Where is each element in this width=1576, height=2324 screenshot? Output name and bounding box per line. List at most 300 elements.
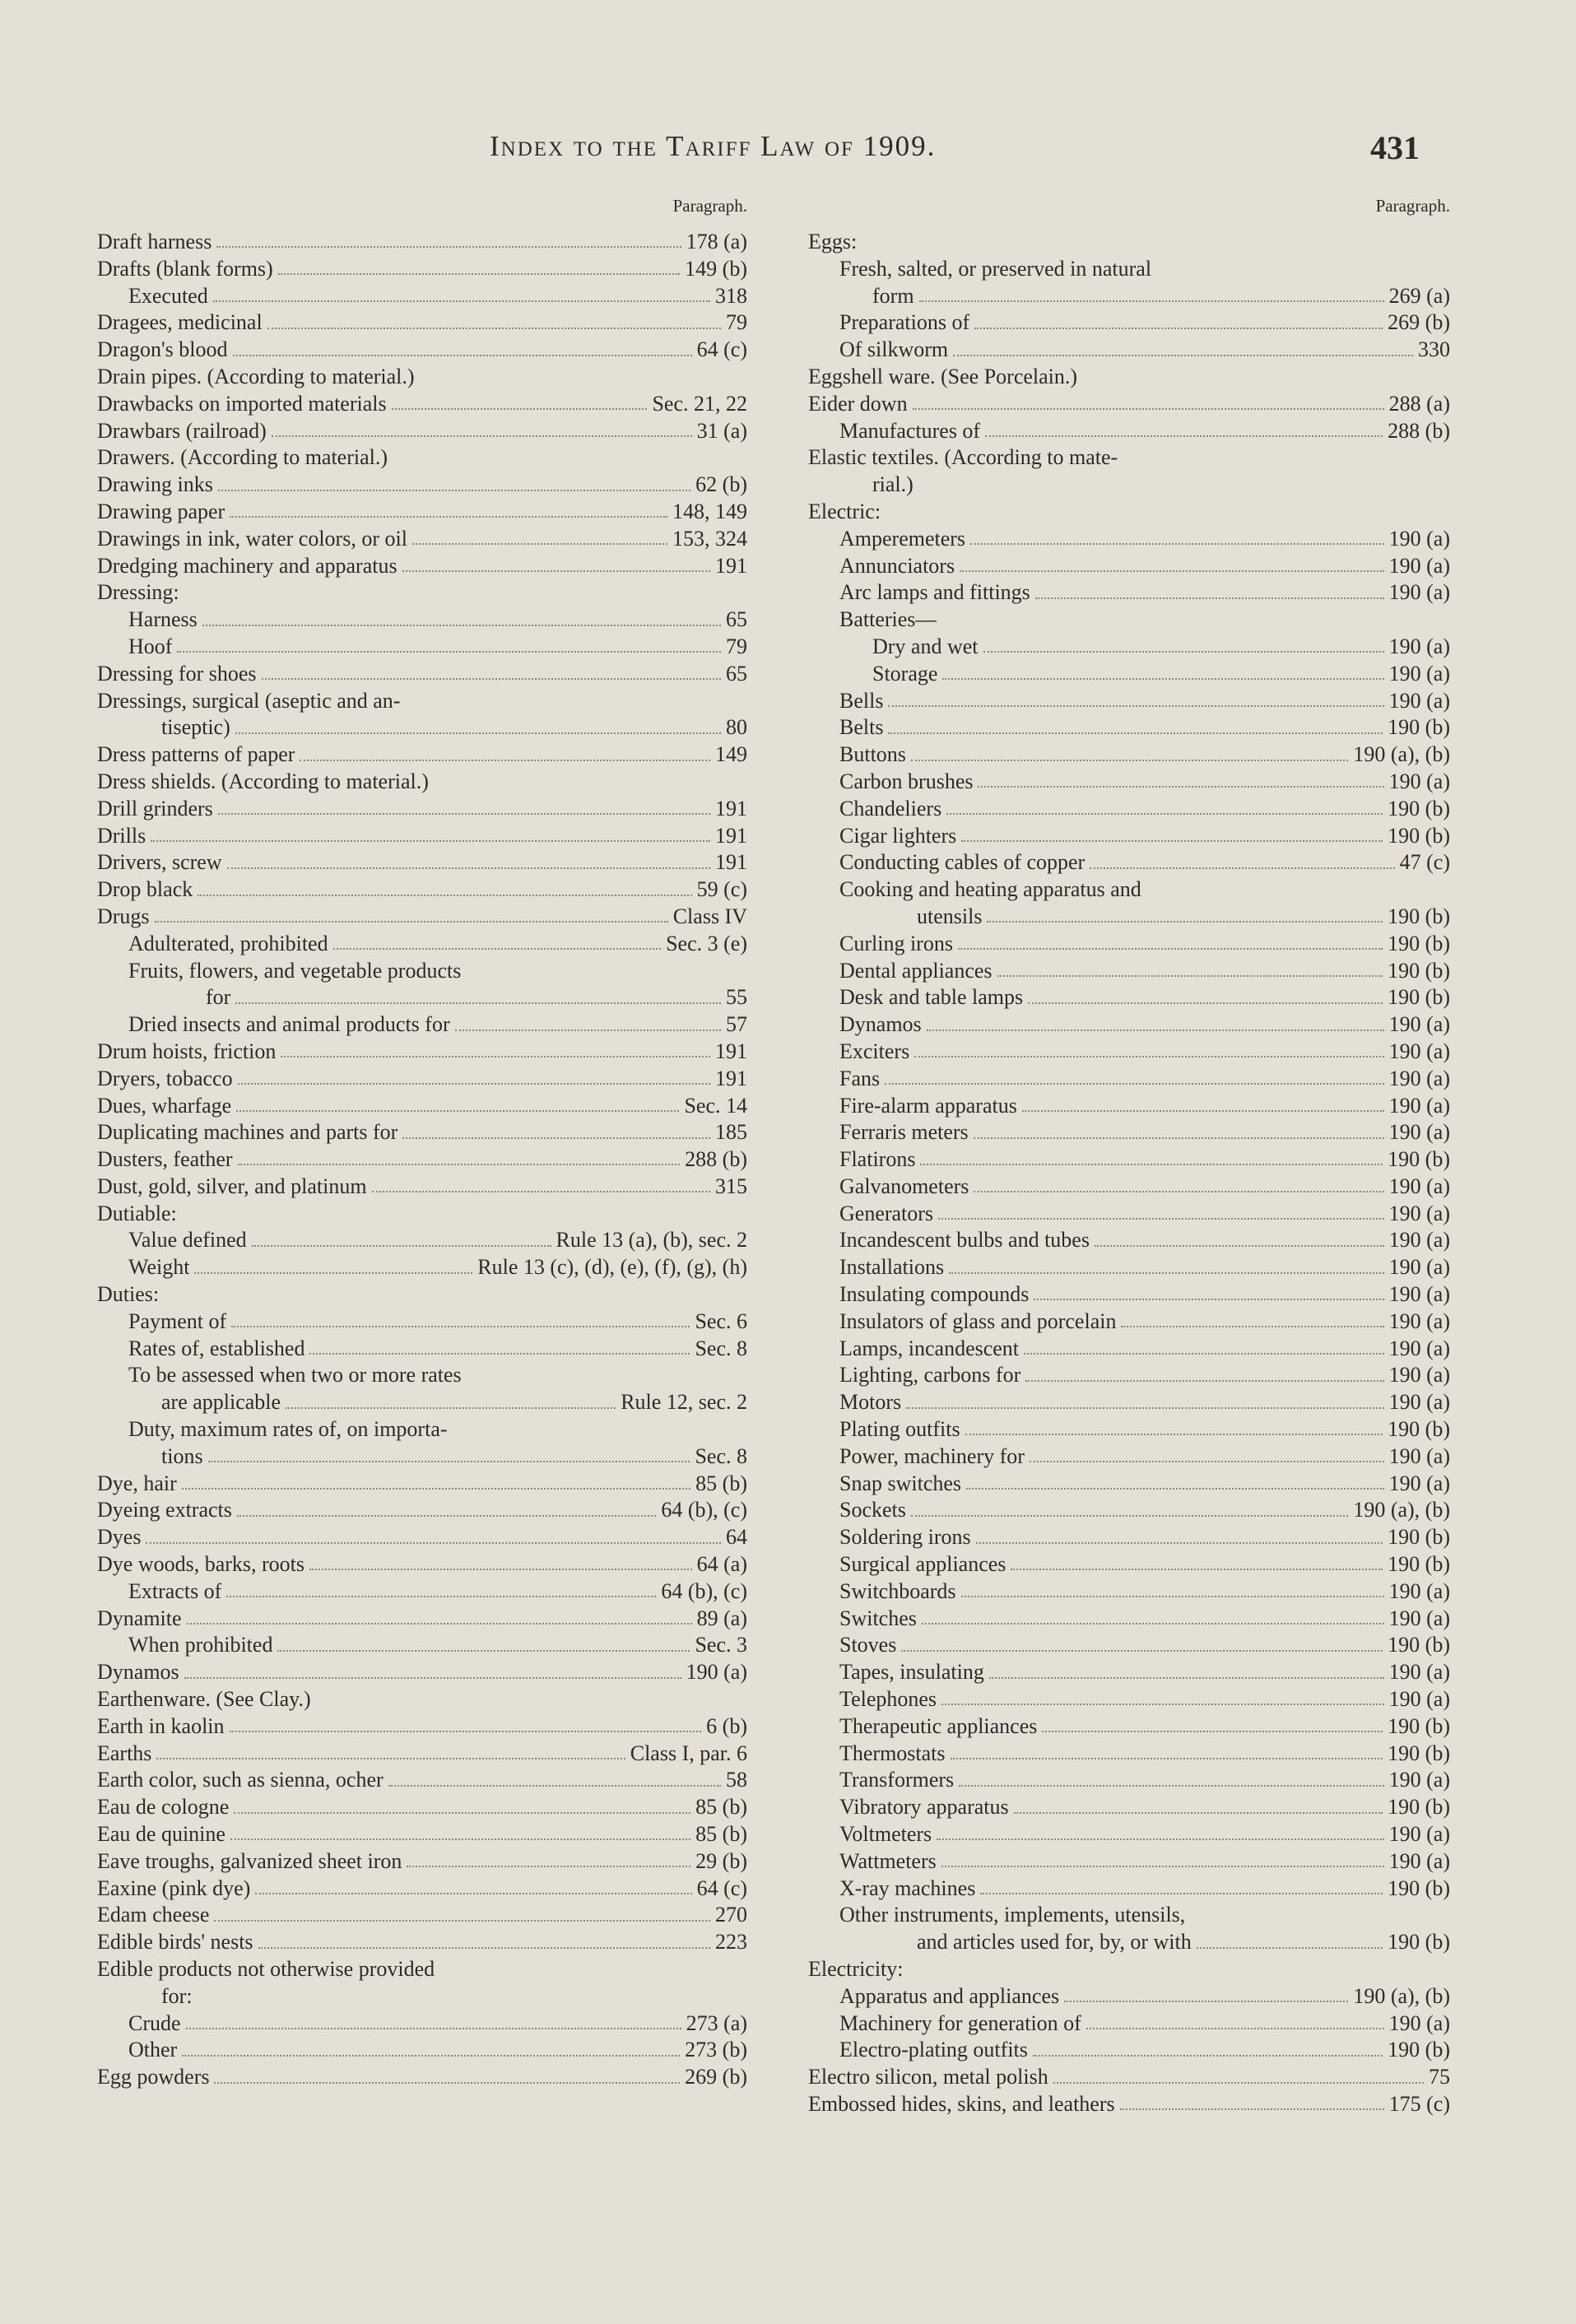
paragraph-reference: 190 (b) (1388, 1417, 1450, 1442)
dot-leader (1034, 1299, 1383, 1300)
index-term: Plating outfits (839, 1417, 960, 1442)
dot-leader (946, 813, 1383, 815)
paragraph-reference: 149 (b) (685, 256, 747, 281)
index-term: Earth color, such as sienna, ocher (97, 1768, 384, 1792)
paragraph-reference: 47 (c) (1399, 850, 1450, 875)
dot-leader (277, 1650, 690, 1652)
index-term: Dues, wharfage (97, 1093, 232, 1118)
index-term: Edible products not otherwise provided (97, 1957, 435, 1981)
index-entry (97, 1362, 747, 1389)
index-term: Drawbars (railroad) (97, 418, 267, 443)
index-term: Dust, gold, silver, and platinum (97, 1174, 367, 1198)
index-term: Hoof (128, 634, 173, 658)
index-entry (97, 283, 747, 310)
index-entry (97, 1227, 747, 1254)
index-term: Batteries— (839, 607, 937, 632)
index-term: Lighting, carbons for (839, 1363, 1021, 1387)
paragraph-reference: 190 (b) (1388, 823, 1450, 848)
paragraph-reference: 190 (b) (1388, 985, 1450, 1010)
index-term: Draft harness (97, 230, 212, 253)
paragraph-reference: 190 (b) (1388, 904, 1450, 928)
index-term: Preparations of (839, 310, 970, 335)
dot-leader (278, 273, 680, 275)
dot-leader (942, 678, 1383, 680)
paragraph-reference: 190 (a) (1388, 1578, 1450, 1603)
dot-leader (901, 1650, 1383, 1652)
dot-leader (914, 1056, 1383, 1057)
index-term: Apparatus and appliances (839, 1983, 1060, 2008)
index-entry (808, 1578, 1450, 1606)
dot-leader (965, 1434, 1383, 1435)
index-term: To be assessed when two or more rates (128, 1363, 462, 1387)
paragraph-reference: Sec. 8 (695, 1336, 747, 1360)
index-term: Crude (128, 2010, 181, 2035)
dot-leader (177, 651, 721, 653)
paragraph-reference: 190 (a), (b) (1353, 1983, 1450, 2008)
index-term: Conducting cables of copper (839, 850, 1086, 875)
index-column-left (97, 196, 747, 2091)
dot-leader (1022, 1110, 1384, 1112)
index-entry (808, 1794, 1450, 1821)
paragraph-reference: 190 (a) (1388, 1471, 1450, 1495)
dot-leader (989, 1677, 1384, 1679)
index-entry (808, 1093, 1450, 1120)
dot-leader (184, 1677, 681, 1679)
index-term: Electricity: (808, 1957, 904, 1981)
dot-leader (920, 1164, 1383, 1165)
dot-leader (976, 1542, 1383, 1544)
paragraph-reference: Class IV (672, 904, 747, 928)
paragraph-reference: 64 (726, 1525, 747, 1550)
dot-leader (1197, 1947, 1383, 1949)
paragraph-reference: 85 (b) (695, 1471, 747, 1495)
dot-leader (888, 705, 1383, 707)
index-term: Dye woods, barks, roots (97, 1552, 305, 1577)
paragraph-reference: 190 (a) (1388, 634, 1450, 658)
index-entry (97, 1308, 747, 1336)
dot-leader (980, 1893, 1383, 1894)
index-term: Payment of (128, 1308, 227, 1333)
dot-leader (1095, 1245, 1384, 1247)
paragraph-reference: Sec. 3 (e) (666, 931, 747, 955)
index-term: Vibratory apparatus (839, 1795, 1009, 1820)
index-term: tiseptic) (161, 715, 230, 740)
paragraph-reference: 269 (b) (685, 2065, 747, 2089)
index-entry (808, 931, 1450, 958)
paragraph-reference: 190 (a) (1388, 1012, 1450, 1037)
index-term: Machinery for generation of (839, 2010, 1081, 2035)
index-term: Dynamos (839, 1012, 922, 1037)
index-entry (808, 1011, 1450, 1039)
index-entry (97, 1821, 747, 1848)
dot-leader (949, 1272, 1384, 1274)
dot-leader (213, 300, 710, 302)
dot-leader (941, 1866, 1384, 1867)
index-entry (97, 391, 747, 418)
paragraph-reference: 190 (a) (1388, 580, 1450, 605)
paragraph-reference: 191 (715, 553, 747, 578)
dot-leader (267, 328, 721, 329)
dot-leader (983, 651, 1384, 653)
paragraph-reference: 62 (b) (695, 472, 747, 497)
index-term: Dressings, surgical (aseptic and an- (97, 688, 401, 713)
dot-leader (970, 543, 1384, 545)
index-entry (808, 1201, 1450, 1228)
paragraph-reference: 190 (a), (b) (1353, 1498, 1450, 1522)
index-entry (97, 472, 747, 499)
index-entry (97, 984, 747, 1011)
paragraph-reference: 190 (a) (1388, 1228, 1450, 1253)
index-entry (808, 1606, 1450, 1633)
index-entry (808, 1389, 1450, 1416)
index-term: Eaxine (pink dye) (97, 1875, 251, 1900)
paragraph-reference: 80 (726, 715, 747, 740)
dot-leader (1033, 2055, 1383, 2057)
paragraph-reference: 190 (a) (1388, 1390, 1450, 1415)
index-entry (97, 364, 747, 391)
dot-leader (281, 1056, 710, 1057)
index-entry (97, 1039, 747, 1066)
index-term: for: (161, 1983, 193, 2008)
paragraph-reference: 190 (a), (b) (1353, 742, 1450, 767)
index-entry (97, 444, 747, 472)
index-term: Drawing inks (97, 472, 213, 497)
paragraph-reference: 273 (b) (685, 2038, 747, 2062)
dot-leader (230, 516, 667, 518)
index-term: Duty, maximum rates of, on importa- (128, 1417, 448, 1442)
index-entry (808, 418, 1450, 445)
index-term: Motors (839, 1390, 902, 1415)
index-entry (97, 1011, 747, 1039)
index-entry (97, 1416, 747, 1443)
dot-leader (155, 921, 668, 923)
index-term: Elastic textiles. (According to mate- (808, 445, 1118, 470)
dot-leader (412, 543, 667, 545)
index-entry (808, 823, 1450, 850)
dot-leader (235, 1002, 721, 1004)
index-entry (808, 1254, 1450, 1281)
index-entry (808, 1524, 1450, 1551)
index-entry (97, 526, 747, 553)
paragraph-reference: 190 (a) (1388, 1201, 1450, 1225)
index-entry (97, 1066, 747, 1093)
index-entry (97, 796, 747, 823)
index-entry (808, 1741, 1450, 1768)
index-term: Extracts of (128, 1578, 222, 1603)
dot-leader (388, 1785, 721, 1787)
dot-leader (885, 1083, 1384, 1085)
index-entry (808, 1848, 1450, 1875)
index-term: Generators (839, 1201, 934, 1225)
index-term: form (872, 283, 914, 308)
dot-leader (455, 1030, 721, 1031)
dot-leader (392, 408, 648, 410)
index-entry (97, 309, 747, 337)
index-entry (97, 823, 747, 850)
paragraph-reference: 190 (b) (1388, 1741, 1450, 1765)
paragraph-reference: Sec. 14 (684, 1093, 747, 1118)
dot-leader (272, 435, 692, 437)
index-term: Amperemeters (839, 526, 966, 551)
index-term: Telephones (839, 1687, 937, 1712)
index-entry (808, 661, 1450, 688)
index-term: Dressing: (97, 580, 179, 605)
paragraph-reference: 31 (a) (696, 418, 747, 443)
index-term: Drawers. (According to material.) (97, 445, 388, 470)
dot-leader (238, 1083, 710, 1085)
paragraph-reference: 190 (b) (1388, 1713, 1450, 1738)
dot-leader (182, 1488, 690, 1490)
paragraph-reference: 57 (726, 1012, 747, 1037)
index-entry (808, 1713, 1450, 1741)
index-entry (97, 661, 747, 688)
index-term: Drill grinders (97, 796, 213, 820)
index-entry (808, 256, 1450, 283)
paragraph-reference: 190 (a) (1388, 2010, 1450, 2035)
paragraph-reference: 59 (c) (696, 877, 747, 902)
paragraph-reference: Sec. 8 (695, 1443, 747, 1468)
index-term: Dryers, tobacco (97, 1066, 233, 1090)
index-term: Insulators of glass and porcelain (839, 1308, 1117, 1333)
paragraph-reference: 190 (a) (686, 1660, 747, 1685)
index-entry (808, 1362, 1450, 1389)
index-term: Harness (128, 607, 198, 632)
index-term: Rates of, established (128, 1336, 305, 1360)
index-term: Switches (839, 1606, 917, 1630)
index-term: are applicable (161, 1390, 281, 1415)
dot-leader (214, 2082, 680, 2084)
index-entry (808, 1902, 1450, 1929)
dot-leader (997, 975, 1383, 977)
dot-leader (919, 300, 1384, 302)
index-term: Thermostats (839, 1741, 946, 1765)
index-term: Drop black (97, 877, 193, 902)
dot-leader (913, 408, 1384, 410)
index-entry (97, 1983, 747, 2010)
paragraph-reference: 273 (a) (686, 2010, 747, 2035)
dot-leader (194, 1272, 472, 1274)
index-entry (97, 256, 747, 283)
index-term: Dye, hair (97, 1471, 177, 1495)
dot-leader (1086, 2028, 1384, 2029)
paragraph-reference: 190 (b) (1388, 1633, 1450, 1657)
index-term: Edible birds' nests (97, 1930, 253, 1954)
index-entry (808, 364, 1450, 391)
index-entry (808, 579, 1450, 607)
index-term: Dynamos (97, 1660, 179, 1685)
paragraph-reference: 190 (a) (1388, 1443, 1450, 1468)
dot-leader (233, 355, 692, 356)
index-entry (97, 1093, 747, 1120)
dot-leader (255, 1893, 691, 1894)
paragraph-reference: 64 (c) (696, 1875, 747, 1900)
dot-leader (286, 1407, 616, 1409)
paragraph-reference: Rule 12, sec. 2 (621, 1390, 747, 1415)
paragraph-reference: 190 (b) (1388, 931, 1450, 955)
index-term: Dragon's blood (97, 337, 228, 362)
index-entry (97, 904, 747, 931)
paragraph-reference: 190 (b) (1388, 1795, 1450, 1820)
dot-leader (187, 1623, 692, 1624)
index-entry (97, 634, 747, 661)
paragraph-reference: 29 (b) (695, 1848, 747, 1873)
dot-leader (234, 1812, 690, 1814)
index-entry (808, 472, 1450, 499)
index-term: Wattmeters (839, 1848, 937, 1873)
index-entry (97, 1741, 747, 1768)
index-entry (97, 1524, 747, 1551)
dot-leader (402, 570, 710, 572)
index-term: Exciters (839, 1039, 910, 1063)
index-term: Ferraris meters (839, 1120, 969, 1145)
dot-leader (202, 625, 721, 626)
dot-leader (230, 1838, 690, 1840)
index-entry (97, 1578, 747, 1606)
paragraph-reference: 190 (a) (1388, 526, 1450, 551)
dot-leader (1025, 1380, 1383, 1382)
paragraph-reference: 149 (715, 742, 747, 767)
index-entry (808, 876, 1450, 904)
paragraph-reference: 315 (715, 1174, 747, 1198)
index-term: Transformers (839, 1768, 955, 1792)
index-term: Dress patterns of paper (97, 742, 295, 767)
index-entry-list (97, 229, 747, 2091)
index-entry (97, 1632, 747, 1659)
index-term: Duplicating machines and parts for (97, 1120, 398, 1145)
index-entry (808, 1659, 1450, 1686)
index-term: Dry and wet (872, 634, 979, 658)
index-entry (808, 1227, 1450, 1254)
paragraph-reference: 190 (b) (1388, 1930, 1450, 1954)
dot-leader (1064, 2001, 1348, 2002)
index-entry (97, 2064, 747, 2091)
paragraph-reference: Sec. 21, 22 (652, 391, 747, 416)
index-term: Electro-plating outfits (839, 2038, 1028, 2062)
paragraph-reference: 190 (a) (1388, 1363, 1450, 1387)
dot-leader (1024, 1353, 1384, 1355)
dot-leader (238, 1164, 681, 1165)
dot-leader (951, 1758, 1383, 1759)
index-term: X-ray machines (839, 1875, 976, 1900)
index-entry (808, 2010, 1450, 2038)
index-entry (97, 1551, 747, 1578)
dot-leader (1053, 2082, 1424, 2084)
dot-leader (959, 1785, 1384, 1787)
index-entry (808, 688, 1450, 715)
index-term: Eau de cologne (97, 1795, 230, 1820)
index-entry (808, 553, 1450, 580)
index-term: Eau de quinine (97, 1822, 225, 1847)
dot-leader (1121, 1326, 1383, 1327)
index-entry (97, 1794, 747, 1821)
index-entry (97, 553, 747, 580)
index-term: Other (128, 2038, 178, 2062)
index-term: Duties: (97, 1282, 160, 1307)
paragraph-reference: 89 (a) (696, 1606, 747, 1630)
index-term: Belts (839, 715, 884, 740)
paragraph-reference: Class I, par. 6 (630, 1741, 747, 1765)
index-entry (808, 2037, 1450, 2064)
paragraph-reference: 190 (b) (1388, 715, 1450, 740)
index-entry (97, 418, 747, 445)
paragraph-reference: 190 (b) (1388, 1525, 1450, 1550)
index-term: Dried insects and animal products for (128, 1012, 450, 1037)
paragraph-reference: 190 (a) (1388, 1336, 1450, 1360)
index-term: Eggs: (808, 230, 858, 253)
dot-leader (922, 1623, 1384, 1624)
dot-leader (1028, 1002, 1383, 1004)
dot-leader (235, 732, 721, 734)
index-entry (97, 741, 747, 769)
index-term: Dental appliances (839, 958, 993, 983)
dot-leader (333, 948, 661, 950)
index-entry (808, 1551, 1450, 1578)
index-entry (808, 849, 1450, 876)
paragraph-reference: 79 (726, 310, 747, 335)
index-term: Buttons (839, 742, 906, 767)
dot-leader (182, 2055, 680, 2057)
dot-leader (186, 2028, 681, 2029)
index-entry (808, 1875, 1450, 1903)
dot-leader (262, 678, 721, 680)
dot-leader (218, 490, 690, 491)
paragraph-reference: 190 (a) (1388, 1093, 1450, 1118)
index-entry (808, 1821, 1450, 1848)
index-entry (97, 499, 747, 526)
index-entry (808, 1336, 1450, 1363)
dot-leader (911, 1515, 1348, 1517)
index-term: Electric: (808, 499, 881, 523)
index-entry (808, 1416, 1450, 1443)
index-term: Egg powders (97, 2065, 210, 2089)
index-term: Drugs (97, 904, 150, 928)
index-term: When prohibited (128, 1633, 273, 1657)
index-entry (97, 1146, 747, 1174)
index-term: Fruits, flowers, and vegetable products (128, 958, 462, 983)
index-term: Sockets (839, 1498, 906, 1522)
paragraph-reference: 190 (a) (1388, 1255, 1450, 1280)
dot-leader (1030, 1461, 1384, 1462)
index-term: Dress shields. (According to material.) (97, 769, 429, 793)
index-term: Cigar lighters (839, 823, 957, 848)
paragraph-reference: 190 (a) (1388, 1687, 1450, 1712)
index-entry (97, 1254, 747, 1281)
paragraph-reference: 330 (1418, 337, 1450, 362)
paragraph-reference: 190 (b) (1388, 1875, 1450, 1900)
index-entry (808, 1767, 1450, 1794)
dot-leader (227, 867, 710, 869)
paragraph-reference: 64 (b), (c) (661, 1498, 747, 1522)
index-term: Earthenware. (See Clay.) (97, 1687, 311, 1712)
index-entry (808, 1281, 1450, 1308)
index-entry (808, 2091, 1450, 2118)
paragraph-reference: 185 (715, 1120, 747, 1145)
index-term: Therapeutic appliances (839, 1713, 1038, 1738)
paragraph-reference: 288 (b) (1388, 418, 1450, 443)
dot-leader (1120, 2108, 1384, 2110)
index-term: Other instruments, implements, utensils, (839, 1903, 1186, 1927)
index-entry (808, 391, 1450, 418)
index-entry (808, 904, 1450, 931)
dot-leader (231, 1326, 690, 1327)
dot-leader (961, 840, 1383, 842)
paragraph-reference: 75 (1429, 2065, 1450, 2089)
index-entry (97, 849, 747, 876)
dot-leader (960, 570, 1384, 572)
index-entry (808, 1308, 1450, 1336)
paragraph-reference: 190 (a) (1388, 1120, 1450, 1145)
index-entry (808, 1039, 1450, 1066)
